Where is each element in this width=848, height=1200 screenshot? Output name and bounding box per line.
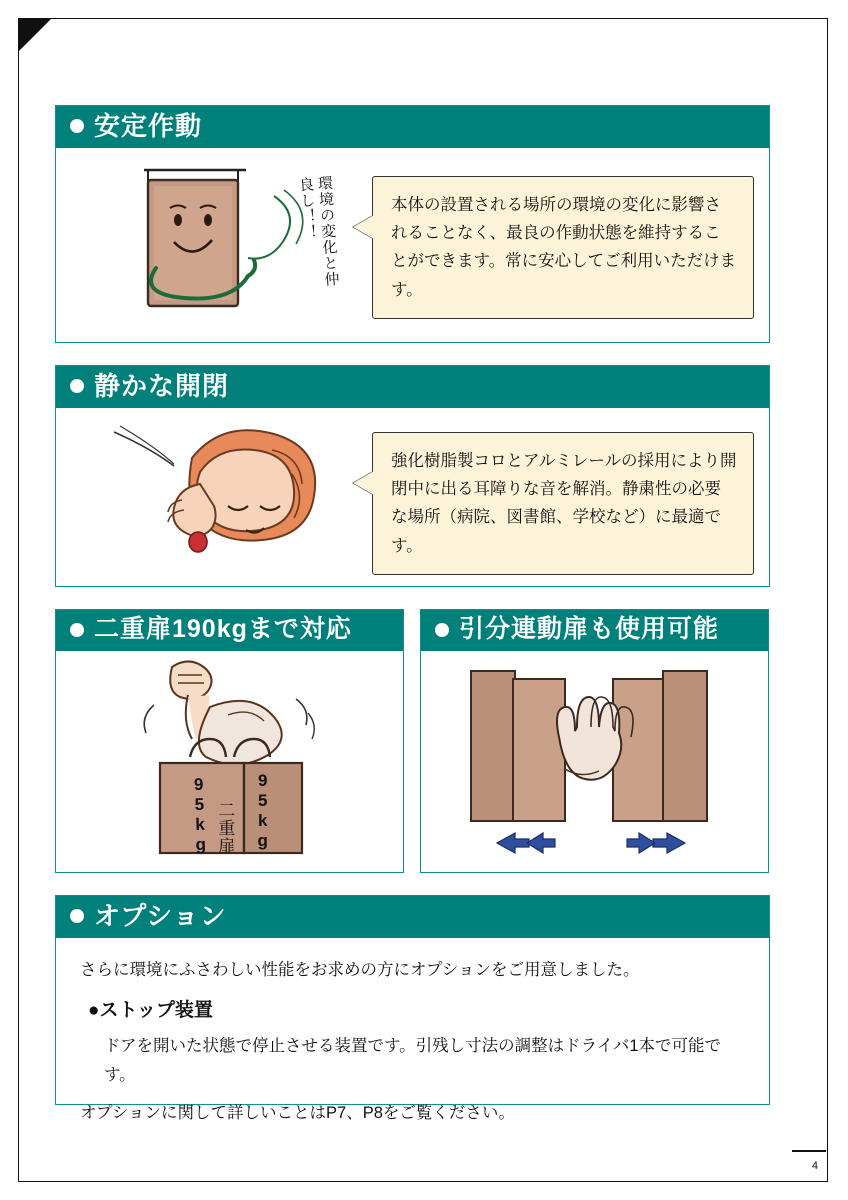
balloon-tail bbox=[353, 215, 374, 239]
balloon-text: 本体の設置される場所の環境の変化に影響されることなく、最良の作動状態を維持することができます。常に安心してご利用いただけます。 bbox=[391, 195, 737, 299]
section-title: 安定作動 bbox=[94, 111, 203, 141]
option-sub-text: ドアを開いた状態で停止させる装置です。引残し寸法の調整はドライバ1本で可能です。 bbox=[104, 1036, 722, 1084]
section-header bbox=[56, 366, 769, 408]
suitcase-label-right: 95kg bbox=[253, 770, 273, 851]
section-title: 二重扉190kgまで対応 bbox=[94, 615, 352, 643]
section-split-linked-door bbox=[420, 609, 769, 873]
hands-pushing-sliding-doors bbox=[455, 665, 735, 861]
page-content bbox=[55, 105, 770, 1123]
section-title: 静かな開閉 bbox=[94, 371, 230, 401]
callout-balloon bbox=[372, 176, 754, 320]
section-title: オプション bbox=[94, 901, 227, 931]
two-column-row bbox=[55, 609, 770, 873]
callout-balloon bbox=[372, 432, 754, 576]
option-footer: オプションに関して詳しいことはP7、P8をご覧ください。 bbox=[80, 1104, 515, 1123]
bullet-icon bbox=[70, 623, 84, 637]
option-body bbox=[56, 938, 769, 1151]
corner-triangle-decoration bbox=[18, 18, 52, 52]
section-header bbox=[56, 610, 403, 651]
section-quiet-open-close bbox=[55, 365, 770, 587]
option-sub-title: ●ストップ装置 bbox=[88, 1000, 213, 1022]
bullet-icon bbox=[435, 623, 449, 637]
section-header bbox=[421, 610, 768, 651]
section-header bbox=[56, 896, 769, 938]
suitcase-label-left: 95kg bbox=[188, 774, 211, 855]
balloon-text: 強化樹脂製コロとアルミレールの採用により開閉中に出る耳障りな音を解消。静粛性の必要な場所（病院、図書館、学校など）に最適です。 bbox=[391, 451, 737, 555]
page-number: 4 bbox=[811, 1160, 818, 1172]
bullet-icon bbox=[70, 119, 84, 133]
bullet-icon bbox=[70, 379, 84, 393]
section-body bbox=[421, 651, 768, 866]
bullet-icon bbox=[70, 909, 84, 923]
section-body bbox=[56, 651, 403, 866]
section-title: 引分連動扉も使用可能 bbox=[459, 615, 720, 643]
section-body bbox=[56, 408, 769, 581]
section-body bbox=[56, 148, 769, 337]
suitcase-label-type: 二重扉 bbox=[215, 800, 235, 855]
listening-woman-character bbox=[96, 414, 366, 574]
section-stable-operation bbox=[55, 105, 770, 343]
section-option bbox=[55, 895, 770, 1123]
balloon-tail bbox=[353, 471, 374, 495]
page-number-rule bbox=[792, 1150, 826, 1152]
option-intro: さらに環境にふさわしい性能をお求めの方にオプションをご用意しました。 bbox=[80, 960, 640, 979]
section-header bbox=[56, 106, 769, 148]
illustration-caption: 環境の変化と仲良し！！ bbox=[296, 174, 341, 288]
section-double-door-190kg bbox=[55, 609, 404, 873]
